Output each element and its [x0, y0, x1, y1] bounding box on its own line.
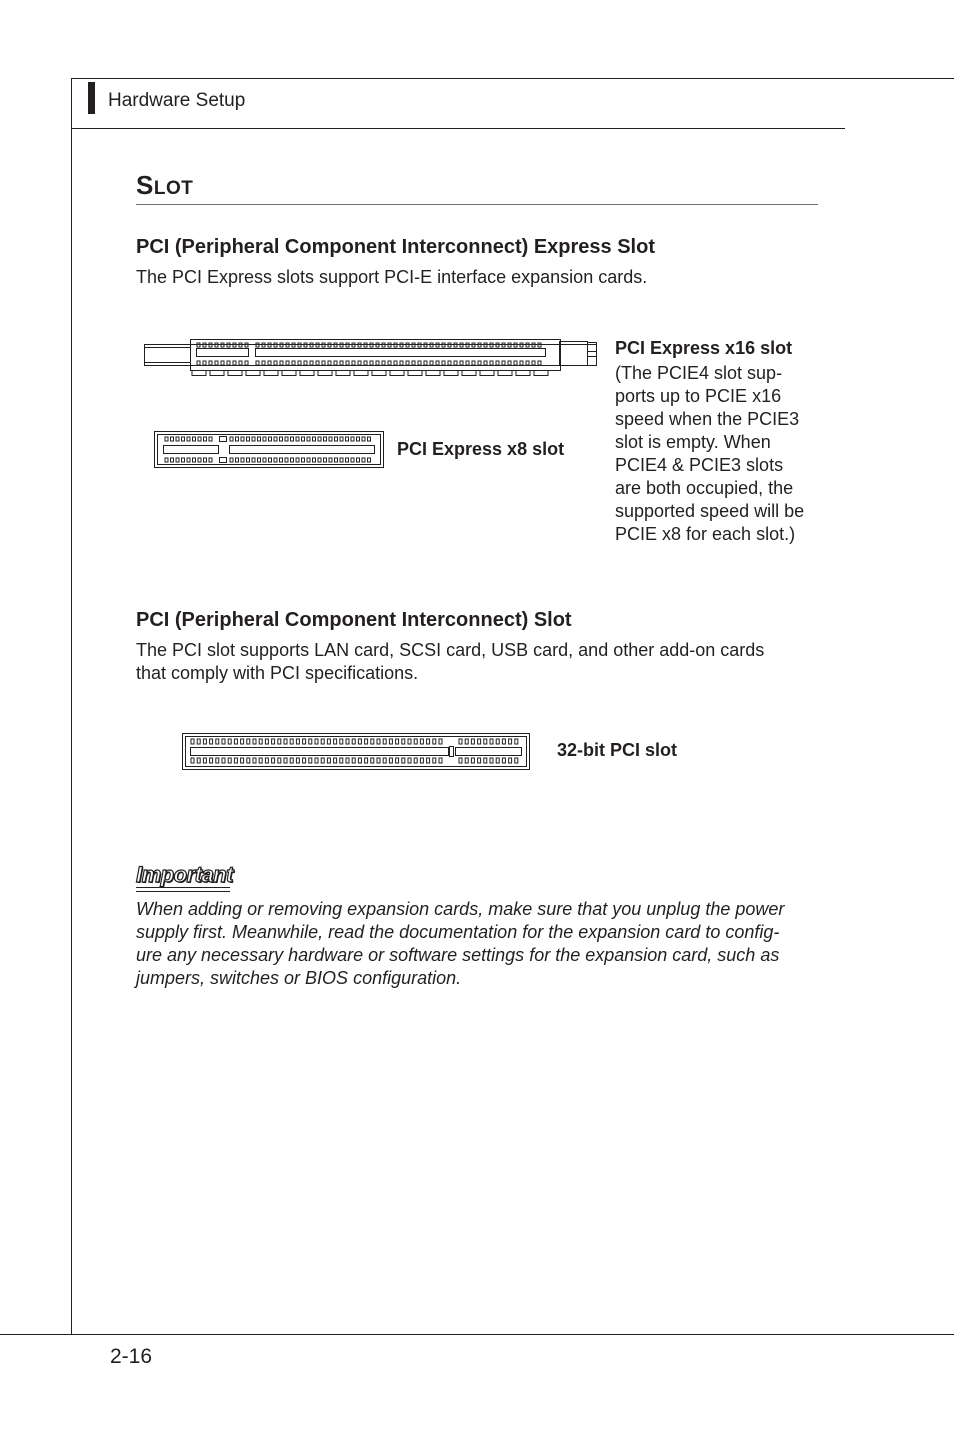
slot-pin — [340, 758, 343, 763]
slot-pin — [280, 458, 283, 462]
slot-pin — [377, 739, 380, 744]
slot-clip — [210, 371, 224, 376]
slot-key-long — [230, 446, 375, 454]
pcie-x16-note-line: ports up to PCIE x16 — [615, 386, 782, 406]
slot-pin — [284, 758, 287, 763]
slot-pin — [233, 361, 236, 365]
slot-pin — [265, 758, 268, 763]
important-text-line: supply first. Meanwhile, read the documentation for the expansion card to config- — [136, 922, 780, 942]
slot-pin — [230, 458, 233, 462]
slot-pin — [262, 361, 265, 365]
slot-pin — [433, 758, 436, 763]
slot-clip — [228, 371, 242, 376]
slot-pin — [532, 361, 535, 365]
slot-pin — [383, 739, 386, 744]
slot-pin — [321, 758, 324, 763]
slot-pin — [509, 758, 512, 763]
slot-pin — [427, 758, 430, 763]
slot-pin — [230, 437, 233, 441]
slot-clip — [498, 371, 512, 376]
slot-pin — [296, 758, 299, 763]
slot-pin — [228, 758, 231, 763]
slot-pin — [307, 458, 310, 462]
slot-pin — [334, 739, 337, 744]
slot-pin — [209, 361, 212, 365]
slot-pin — [272, 739, 275, 744]
slot-pin — [418, 361, 421, 365]
slot-pin — [258, 458, 261, 462]
slot-pin — [484, 361, 487, 365]
slot-pin — [221, 361, 224, 365]
slot-pin — [222, 739, 225, 744]
slot-pin — [191, 739, 194, 744]
slot-clip — [264, 371, 278, 376]
slot-key-long — [191, 748, 449, 756]
section-title-initial: S — [136, 170, 154, 200]
slot-key-long — [256, 349, 546, 357]
slot-pin — [402, 739, 405, 744]
slot-pin — [357, 458, 360, 462]
slot-pin — [309, 739, 312, 744]
page-number: 2-16 — [110, 1345, 153, 1368]
slot-pin — [322, 361, 325, 365]
slot-pin — [197, 758, 200, 763]
slot-pin — [508, 361, 511, 365]
slot-pin — [335, 437, 338, 441]
pci-description-line: The PCI slot supports LAN card, SCSI card, USB card, and other add-on cards — [136, 640, 765, 660]
slot-pin — [197, 361, 200, 365]
slot-pin — [290, 739, 293, 744]
slot-pin — [263, 458, 266, 462]
slot-pin — [304, 361, 307, 365]
slot-pin — [352, 361, 355, 365]
slot-clip — [444, 371, 458, 376]
slot-clip — [480, 371, 494, 376]
slot-pin — [340, 458, 343, 462]
slot-pin — [396, 758, 399, 763]
slot-pin — [376, 361, 379, 365]
slot-pin — [286, 361, 289, 365]
slot-pin — [368, 458, 371, 462]
slot-pin — [346, 361, 349, 365]
slot-pin — [514, 361, 517, 365]
slot-pin — [280, 437, 283, 441]
slot-pin — [204, 458, 207, 462]
slot-pin — [502, 361, 505, 365]
slot-key-short — [197, 349, 249, 357]
pci-32bit-label: 32-bit PCI slot — [557, 740, 678, 760]
slot-pin — [228, 739, 231, 744]
slot-pin — [471, 758, 474, 763]
slot-pin — [268, 361, 271, 365]
slot-pin — [351, 458, 354, 462]
slot-divider — [450, 747, 454, 757]
slot-pin — [209, 437, 212, 441]
slot-pin — [265, 739, 268, 744]
slot-pin — [234, 758, 237, 763]
slot-pin — [352, 758, 355, 763]
slot-pin — [176, 458, 179, 462]
slot-pin — [247, 739, 250, 744]
slot-pin — [365, 739, 368, 744]
slot-pin — [396, 739, 399, 744]
slot-pin — [371, 739, 374, 744]
slot-pin — [285, 458, 288, 462]
pci-description — [136, 639, 764, 685]
pcie-heading: PCI (Peripheral Component Interconnect) Express Slot — [136, 236, 655, 258]
slot-clip — [462, 371, 476, 376]
slot-latch-tab — [588, 357, 597, 366]
pcie-x8-label: PCI Express x8 slot — [397, 439, 565, 459]
slot-key-short — [456, 748, 522, 756]
slot-pin — [362, 458, 365, 462]
important-underline — [136, 891, 230, 892]
slot-pin — [252, 458, 255, 462]
slot-pin — [502, 758, 505, 763]
slot-pin — [315, 758, 318, 763]
pci-heading: PCI (Peripheral Component Interconnect) Slot — [136, 609, 572, 631]
slot-key-short — [164, 446, 219, 454]
slot-pin — [222, 758, 225, 763]
slot-clip — [282, 371, 296, 376]
slot-pin — [358, 739, 361, 744]
pcie-x16-note-line: (The PCIE4 slot sup- — [615, 363, 783, 383]
slot-pin — [316, 361, 319, 365]
pcie-x16-note — [615, 362, 825, 546]
slot-clip — [408, 371, 422, 376]
slot-pin — [460, 361, 463, 365]
slot-clip — [300, 371, 314, 376]
slot-pin — [484, 758, 487, 763]
slot-pin — [478, 758, 481, 763]
slot-pin — [496, 361, 499, 365]
pcie-x16-note-line: supported speed will be — [615, 501, 805, 521]
slot-pin — [383, 758, 386, 763]
slot-pin — [365, 758, 368, 763]
slot-pin — [247, 437, 250, 441]
slot-pin — [278, 758, 281, 763]
slot-pin — [324, 458, 327, 462]
slot-pin — [239, 361, 242, 365]
slot-pin — [291, 437, 294, 441]
slot-pin — [309, 758, 312, 763]
slot-pin — [509, 739, 512, 744]
slot-pin — [318, 458, 321, 462]
slot-clip — [372, 371, 386, 376]
slot-pin — [241, 437, 244, 441]
slot-pin — [193, 458, 196, 462]
slot-pin — [324, 437, 327, 441]
slot-pin — [408, 758, 411, 763]
slot-pin — [215, 361, 218, 365]
slot-pin — [303, 758, 306, 763]
slot-pin — [182, 458, 185, 462]
slot-pin — [439, 758, 442, 763]
slot-pin — [234, 739, 237, 744]
slot-pin — [302, 437, 305, 441]
slot-pin — [203, 758, 206, 763]
slot-pin — [274, 437, 277, 441]
slot-pin — [198, 437, 201, 441]
slot-pin — [328, 361, 331, 365]
slot-clip — [336, 371, 350, 376]
pcie-description: The PCI Express slots support PCI-E interface expansion cards. — [136, 267, 648, 287]
slot-pin — [478, 361, 481, 365]
slot-body — [186, 737, 527, 767]
slot-pin — [302, 458, 305, 462]
slot-pin — [412, 361, 415, 365]
slot-pin — [236, 437, 239, 441]
slot-pin — [165, 437, 168, 441]
slot-pin — [327, 739, 330, 744]
slot-pin — [318, 437, 321, 441]
slot-pin — [382, 361, 385, 365]
slot-pin — [340, 739, 343, 744]
slot-pin — [472, 361, 475, 365]
slot-pin — [321, 739, 324, 744]
slot-pin — [346, 458, 349, 462]
slot-pin — [203, 361, 206, 365]
slot-pin — [520, 361, 523, 365]
slot-pin — [285, 437, 288, 441]
slot-pin — [459, 758, 462, 763]
slot-pin — [298, 361, 301, 365]
slot-pin — [284, 739, 287, 744]
slot-clip — [192, 371, 206, 376]
slot-pin — [216, 739, 219, 744]
slot-pin — [371, 758, 374, 763]
slot-pin — [291, 458, 294, 462]
important-underline — [136, 887, 230, 888]
slot-latch — [560, 342, 588, 366]
pcie-x16-label: PCI Express x16 slot — [615, 338, 793, 358]
slot-pin — [327, 758, 330, 763]
slot-pin — [490, 739, 493, 744]
slot-pin — [182, 437, 185, 441]
slot-pin — [197, 739, 200, 744]
slot-pin — [258, 437, 261, 441]
slot-pin — [296, 437, 299, 441]
slot-pin — [478, 739, 481, 744]
slot-pin — [433, 739, 436, 744]
slot-pin — [427, 739, 430, 744]
slot-pin — [414, 739, 417, 744]
slot-pin — [351, 437, 354, 441]
slot-pin — [259, 758, 262, 763]
slot-pin — [471, 739, 474, 744]
slot-pin — [358, 361, 361, 365]
slot-pin — [394, 361, 397, 365]
slot-pin — [538, 361, 541, 365]
slot-pin — [313, 437, 316, 441]
slot-pin — [263, 437, 266, 441]
slot-pin — [253, 739, 256, 744]
slot-pin — [315, 739, 318, 744]
slot-pin — [490, 758, 493, 763]
slot-pin — [370, 361, 373, 365]
slot-pin — [388, 361, 391, 365]
slot-pin — [346, 758, 349, 763]
slot-pin — [436, 361, 439, 365]
slot-pin — [358, 758, 361, 763]
slot-pin — [210, 739, 213, 744]
slot-pin — [334, 361, 337, 365]
important-text-line: ure any necessary hardware or software settings for the expansion card, such as — [136, 945, 780, 965]
slot-pin — [198, 458, 201, 462]
slot-pin — [236, 458, 239, 462]
slot-pin — [292, 361, 295, 365]
slot-pin — [515, 739, 518, 744]
slot-pin — [247, 458, 250, 462]
slot-pin — [439, 739, 442, 744]
slot-pin — [465, 739, 468, 744]
slot-pin — [307, 437, 310, 441]
slot-pin — [274, 361, 277, 365]
slot-pin — [187, 458, 190, 462]
slot-pin — [269, 458, 272, 462]
slot-pin — [406, 361, 409, 365]
slot-pin — [165, 458, 168, 462]
slot-pin — [362, 437, 365, 441]
slot-pin — [340, 361, 343, 365]
slot-pin — [203, 739, 206, 744]
slot-pin — [454, 361, 457, 365]
slot-pin — [329, 437, 332, 441]
section-title-rest: LOT — [153, 178, 194, 199]
slot-clip — [534, 371, 548, 376]
slot-pin — [241, 758, 244, 763]
slot-pin — [313, 458, 316, 462]
important-text — [136, 898, 822, 990]
slot-pin — [484, 739, 487, 744]
slot-pin — [496, 758, 499, 763]
slot-pin — [252, 437, 255, 441]
slot-pin — [278, 739, 281, 744]
slot-pin — [364, 361, 367, 365]
slot-pin — [340, 437, 343, 441]
slot-pin — [209, 458, 212, 462]
slot-pin — [408, 739, 411, 744]
pcie-x16-note-line: slot is empty. When — [615, 432, 771, 452]
slot-pin — [290, 758, 293, 763]
slot-pin — [515, 758, 518, 763]
slot-pin — [442, 361, 445, 365]
slot-pin — [346, 739, 349, 744]
slot-clip — [426, 371, 440, 376]
slot-pin — [377, 758, 380, 763]
slot-pin — [176, 437, 179, 441]
slot-pin — [465, 758, 468, 763]
slot-clip — [246, 371, 260, 376]
slot-pin — [502, 739, 505, 744]
slot-pin — [368, 437, 371, 441]
pcie-x16-note-line: PCIE x8 for each slot.) — [615, 524, 796, 544]
slot-pin — [241, 458, 244, 462]
slot-end — [145, 348, 191, 363]
slot-pin — [335, 458, 338, 462]
slot-pin — [204, 437, 207, 441]
slot-pin — [259, 739, 262, 744]
slot-pin — [191, 758, 194, 763]
pcie-x16-note-line: are both occupied, the — [615, 478, 794, 498]
slot-pin — [420, 739, 423, 744]
slot-pin — [329, 458, 332, 462]
slot-pin — [389, 739, 392, 744]
slot-pin — [448, 361, 451, 365]
slot-pin — [296, 739, 299, 744]
pci-description-line: that comply with PCI specifications. — [136, 663, 419, 683]
slot-pin — [459, 739, 462, 744]
slot-pin — [303, 739, 306, 744]
slot-pin — [490, 361, 493, 365]
slot-clip — [354, 371, 368, 376]
slot-pin — [466, 361, 469, 365]
slot-pin — [346, 437, 349, 441]
slot-pin — [334, 758, 337, 763]
slot-pin — [256, 361, 259, 365]
slot-pin — [296, 458, 299, 462]
slot-pin — [247, 758, 250, 763]
slot-pin — [187, 437, 190, 441]
slot-pin — [210, 758, 213, 763]
slot-pin — [227, 361, 230, 365]
slot-pin — [216, 758, 219, 763]
slot-pin — [253, 758, 256, 763]
slot-clip — [318, 371, 332, 376]
important-text-line: When adding or removing expansion cards, make sure that you unplug the power — [136, 899, 785, 919]
slot-pin — [269, 437, 272, 441]
slot-pin — [280, 361, 283, 365]
slot-pin — [414, 758, 417, 763]
pcie-x16-note-line: PCIE4 & PCIE3 slots — [615, 455, 784, 475]
slot-pin — [430, 361, 433, 365]
slot-notch — [220, 437, 227, 442]
slot-pin — [171, 437, 174, 441]
pcie-x16-note-line: speed when the PCIE3 — [615, 409, 800, 429]
slot-pin — [402, 758, 405, 763]
slot-pin — [400, 361, 403, 365]
slot-pin — [357, 437, 360, 441]
slot-pin — [310, 361, 313, 365]
slot-latch-tab — [588, 343, 597, 352]
slot-pin — [274, 458, 277, 462]
slot-pin — [245, 361, 248, 365]
slot-notch — [220, 458, 227, 463]
slot-pin — [171, 458, 174, 462]
slot-pin — [424, 361, 427, 365]
slot-clip — [516, 371, 530, 376]
slot-pin — [496, 739, 499, 744]
slot-pin — [193, 437, 196, 441]
important-title: Important — [136, 862, 233, 887]
slot-pin — [272, 758, 275, 763]
running-header: Hardware Setup — [108, 90, 246, 111]
slot-pin — [526, 361, 529, 365]
slot-pin — [420, 758, 423, 763]
slot-pin — [241, 739, 244, 744]
slot-pin — [352, 739, 355, 744]
important-text-line: jumpers, switches or BIOS configuration. — [136, 968, 462, 988]
slot-pin — [389, 758, 392, 763]
slot-clip — [390, 371, 404, 376]
